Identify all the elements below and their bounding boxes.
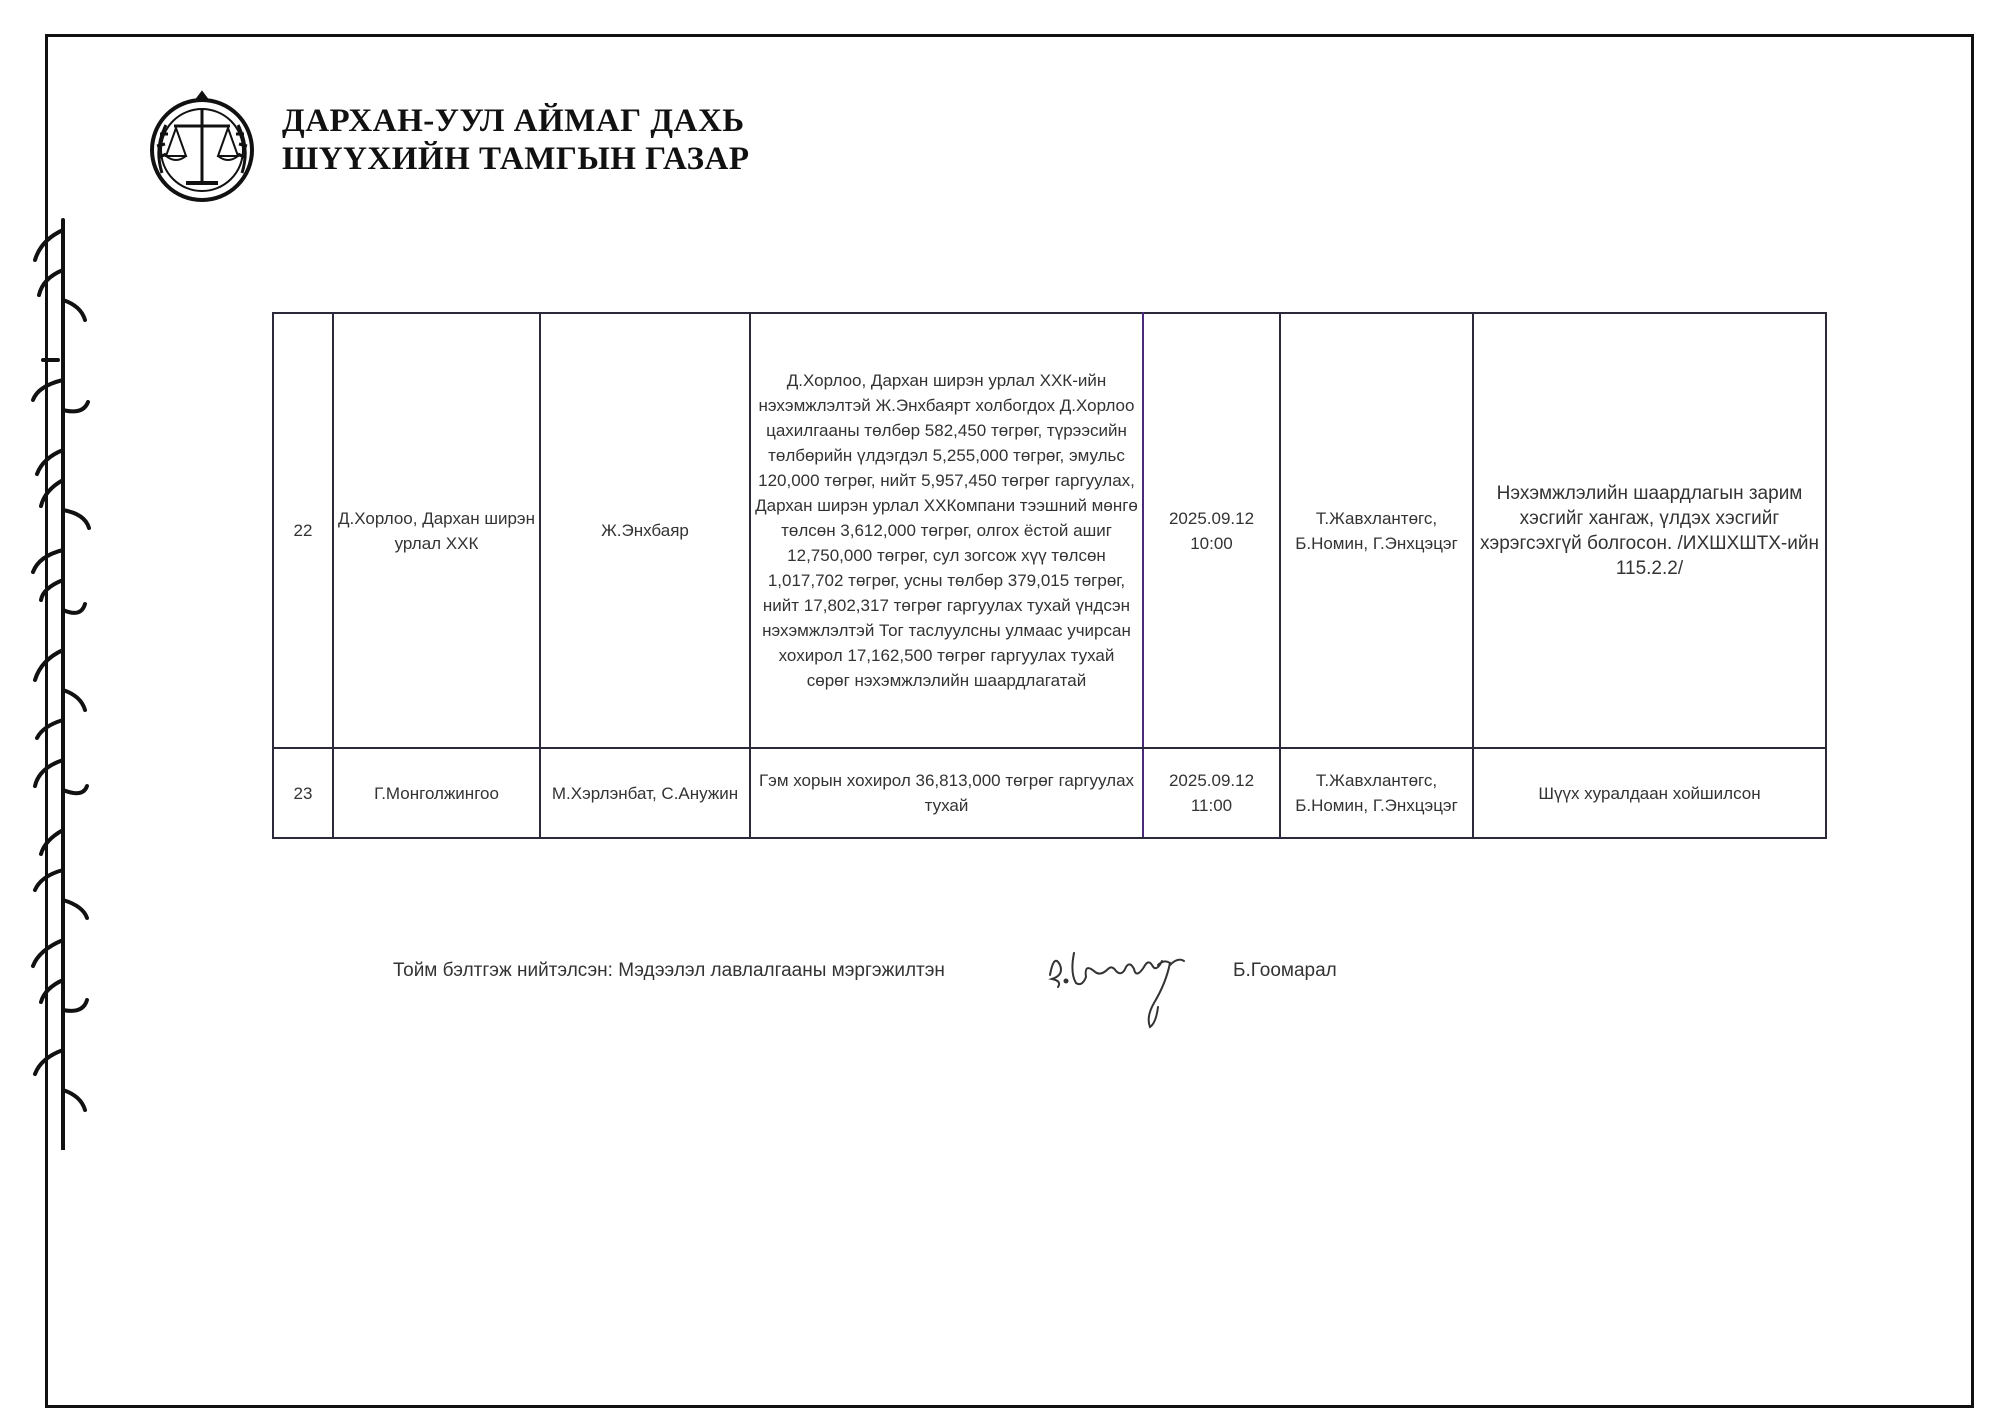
table-row (273, 748, 1826, 838)
hearing-date: 2025.09.12 (1168, 771, 1255, 790)
hearing-datetime-cell (1143, 748, 1280, 838)
claim-cell: Гэм хорын хохирол 36,813,000 төгрөг гаргуулах тухай (750, 748, 1143, 838)
handwritten-signature (1040, 935, 1200, 1035)
signer-name: Б.Гоомарал (1233, 960, 1337, 981)
case-schedule-table (272, 312, 1827, 839)
plaintiff-cell: Г.Монголжингоо (333, 748, 540, 838)
result-cell: Нэхэмжлэлийн шаардлагын зарим хэсгийг хангаж, үлдэх хэсгийг хэрэгсэхгүй болгосон. /ИХШХШТХ-ийн 115.2.2/ (1473, 313, 1826, 748)
organization-title (282, 102, 749, 178)
hearing-time: 10:00 (1190, 533, 1233, 553)
organization-title-line2: ШҮҮХИЙН ТАМГЫН ГАЗАР (282, 141, 750, 177)
court-emblem-icon (140, 88, 265, 208)
plaintiff-cell: Д.Хорлоо, Дархан ширэн урлал ХХК (333, 313, 540, 748)
table-row (273, 313, 1826, 748)
judges-cell: Т.Жавхлантөгс, Б.Номин, Г.Энхцэцэг (1280, 313, 1473, 748)
claim-cell: Д.Хорлоо, Дархан ширэн урлал ХХК-ийн нэхэмжлэлтэй Ж.Энхбаярт холбогдох Д.Хорлоо цахилгааны төлбөр 582,450 төгрөг, түрээсийн төлбөрийн үлдэгдэл 5,255,000 төгрөг, эмульс 120,000 төгрөг, нийт 5,957,450 төгрөг гаргуулах, Дархан ширэн урлал ХХКомпани тээшний мөнгө төлсөн 3,612,000 төгрөг, олгох ёстой ашиг 12,750,000 төгрөг, сул зогсож хүү төлсөн 1,017,702 төгрөг, усны төлбөр 379,015 төгрөг, нийт 17,802,317 төгрөг гаргуулах тухай үндсэн нэхэмжлэлтэй Тог таслуулсны улмаас учирсан хохирол 17,162,500 төгрөг гаргуулах тухай сөрөг нэхэмжлэлийн шаардлагатай (750, 313, 1143, 748)
hearing-datetime-cell (1143, 313, 1280, 748)
judges-cell: Т.Жавхлантөгс, Б.Номин, Г.Энхцэцэг (1280, 748, 1473, 838)
case-number-cell: 22 (273, 313, 333, 748)
defendant-cell: М.Хэрлэнбат, С.Анужин (540, 748, 750, 838)
hearing-time: 11:00 (1190, 796, 1233, 815)
defendant-cell: Ж.Энхбаяр (540, 313, 750, 748)
mongolian-script-banner (8, 150, 108, 1150)
prepared-by-text: Тойм бэлтгэж нийтэлсэн: Мэдээлэл лавлалгааны мэргэжилтэн (393, 960, 945, 981)
organization-title-line1: ДАРХАН-УУЛ АЙМАГ ДАХЬ (282, 103, 745, 139)
case-number-cell: 23 (273, 748, 333, 838)
result-cell: Шүүх хуралдаан хойшилсон (1473, 748, 1826, 838)
hearing-date: 2025.09.12 (1168, 508, 1255, 528)
